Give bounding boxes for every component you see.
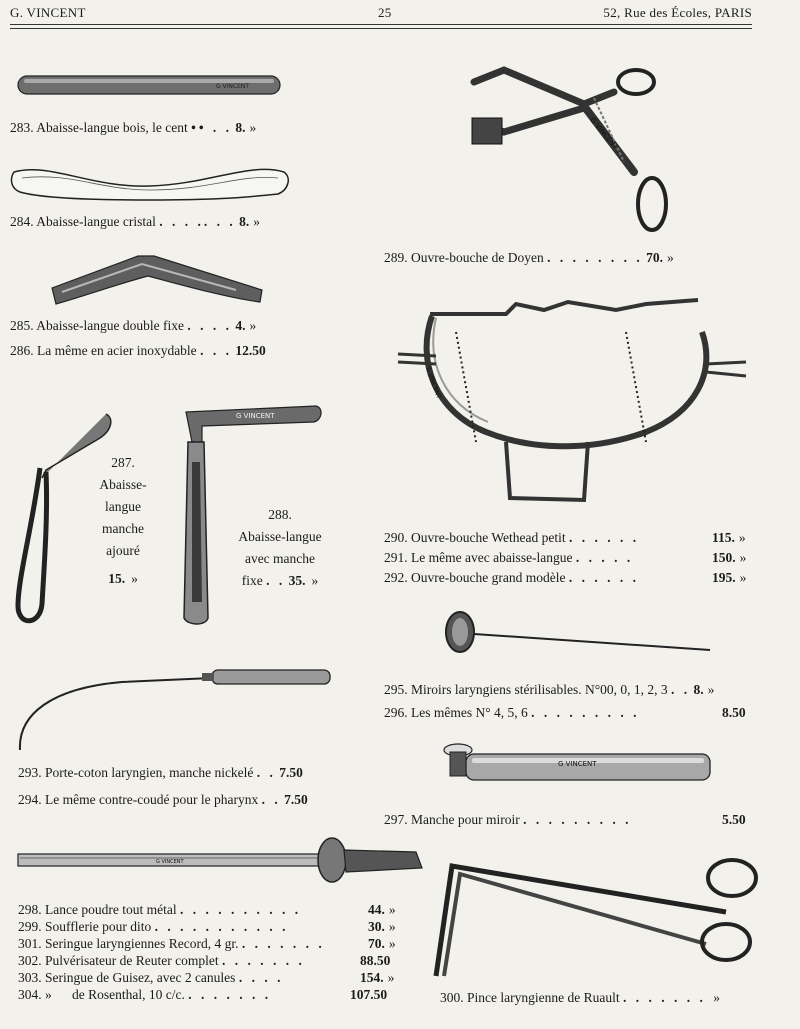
item-number: 283.: [10, 120, 34, 135]
item-description: Seringue de Guisez, avec 2 canules: [45, 970, 236, 985]
item-number: 292.: [384, 570, 408, 585]
laryngeal-forceps-illustration: [426, 852, 760, 980]
item-price: 44.: [368, 902, 385, 917]
item-description: Porte-coton laryngien, manche nickelé: [45, 765, 254, 780]
item-number: 291.: [384, 550, 408, 565]
item-297: [384, 812, 631, 828]
header-rule: [10, 24, 752, 29]
item-284: [10, 214, 260, 230]
item-leader: . . . . . . . . .: [531, 705, 640, 720]
engraving-brand-290: G VINCENT: [424, 366, 443, 400]
item-290: [384, 530, 639, 546]
item-leader: . . . . .: [575, 550, 634, 565]
tongue-depressor-wood-illustration: [16, 70, 284, 100]
header-left: G. VINCENT: [10, 5, 86, 20]
item-description-line: ajouré: [106, 543, 140, 558]
item-description-line: avec manche: [244, 551, 316, 566]
item-description: Lance poudre tout métal: [45, 902, 177, 917]
item-price: 150.: [712, 550, 736, 565]
item-price: 195.: [712, 570, 736, 585]
item-leader: . . . . . . .: [188, 987, 272, 1002]
item-price: 15.: [108, 571, 126, 586]
item-unit: »: [707, 682, 715, 697]
item-299-price: [368, 919, 396, 935]
item-299: [18, 919, 288, 935]
item-number: 294.: [18, 792, 42, 807]
item-number: 299.: [18, 919, 42, 934]
tongue-depressor-double-illustration: [48, 248, 268, 308]
item-301-price: [368, 936, 396, 952]
item-300: [440, 990, 720, 1006]
item-price: 8.: [235, 120, 246, 135]
item-296-price: [722, 705, 746, 721]
item-leader: . . . . . . .: [221, 953, 305, 968]
item-price: 154.: [360, 970, 384, 985]
item-price: 8.: [693, 682, 704, 697]
item-price: 8.: [239, 214, 250, 229]
item-unit: »: [388, 936, 396, 951]
header-right: 52, Rue des Écoles, PARIS: [603, 5, 752, 20]
item-leader: . . . . . . . . . .: [179, 902, 302, 917]
item-price: 88.50: [360, 953, 391, 968]
item-298: [18, 902, 301, 918]
item-number: 298.: [18, 902, 42, 917]
item-price: 7.50: [279, 765, 303, 780]
item-leader: . .: [266, 573, 286, 588]
mirror-handle-illustration: [438, 734, 714, 792]
item-price: 5.50: [722, 812, 746, 827]
item-leader: . . . . . . .: [241, 936, 325, 951]
item-number: 304.: [18, 987, 42, 1002]
item-289: [384, 250, 674, 266]
item-leader: . . . . . .: [568, 530, 640, 545]
item-number: 296.: [384, 705, 408, 720]
item-number: 285.: [10, 318, 34, 333]
item-number: 287.: [111, 455, 135, 470]
engraving-brand-289: G VINCENT: [588, 116, 620, 151]
item-291-price: [712, 550, 746, 566]
item-unit: »: [738, 530, 746, 545]
item-price: 115.: [712, 530, 735, 545]
item-unit: »: [249, 318, 257, 333]
item-description: Pince laryngienne de Ruault: [467, 990, 620, 1005]
item-288: [230, 504, 330, 592]
item-description: Seringue laryngiennes Record, 4 gr.: [45, 936, 239, 951]
engraving-brand-283: G VINCENT: [216, 83, 250, 90]
item-302-price: [360, 953, 390, 969]
item-number: 301.: [18, 936, 42, 951]
engraving-brand-288: G VINCENT: [236, 412, 275, 420]
item-leader: . .: [671, 682, 691, 697]
item-leader: . . . .. . .: [159, 214, 236, 229]
item-296: [384, 705, 640, 721]
item-unit: »: [131, 571, 138, 586]
item-price: 30.: [368, 919, 385, 934]
laryngeal-mirror-illustration: [444, 608, 714, 658]
engraving-brand-298: G VINCENT: [156, 859, 184, 865]
item-leader: . . . .: [187, 318, 232, 333]
mouth-gag-doyen-illustration: [464, 62, 674, 232]
item-leader: . . .: [200, 343, 232, 358]
item-295: [384, 682, 714, 698]
item-unit: »: [739, 570, 747, 585]
tongue-depressor-glass-illustration: [10, 158, 290, 204]
item-price: 4.: [235, 318, 246, 333]
item-description: Abaisse-langue cristal: [36, 214, 156, 229]
item-304: [18, 987, 271, 1003]
item-price: 70.: [368, 936, 385, 951]
item-leader: •• . .: [191, 120, 233, 135]
item-unit: »: [388, 902, 396, 917]
item-description-line: fixe: [241, 573, 263, 588]
item-unit: »: [739, 550, 747, 565]
item-287: [90, 452, 156, 590]
item-price: 8.50: [722, 705, 746, 720]
item-number: 289.: [384, 250, 408, 265]
cotton-applicator-illustration: [12, 664, 334, 754]
item-298-price: [368, 902, 396, 918]
powder-lance-illustration: [16, 832, 426, 892]
item-unit: »: [666, 250, 674, 265]
item-leader: . . . . . .: [568, 570, 639, 585]
item-description-line: manche: [102, 521, 144, 536]
item-description: Abaisse-langue double fixe: [36, 318, 184, 333]
mouth-gag-wethead-illustration: [396, 292, 748, 522]
item-unit: »: [713, 990, 720, 1005]
item-description: Ouvre-bouche Wethead petit: [411, 530, 566, 545]
item-description: La même en acier inoxydable: [37, 343, 197, 358]
item-leader: . .: [256, 765, 276, 780]
item-number: 303.: [18, 970, 42, 985]
item-description-line: Abaisse-langue: [238, 529, 322, 544]
item-number: 300.: [440, 990, 464, 1005]
item-description: Soufflerie pour dito: [45, 919, 152, 934]
item-unit: »: [388, 919, 396, 934]
item-303-price: [360, 970, 394, 986]
item-leader: . . . . . . .: [622, 990, 706, 1005]
page-number: 25: [378, 5, 392, 20]
item-leader: . . . . . . . . .: [523, 812, 632, 827]
item-303: [18, 970, 283, 986]
item-leader: . . . . . . . .: [547, 250, 643, 265]
item-description: Miroirs laryngiens stérilisables. N°00, 0, 1, 2, 3: [411, 682, 668, 697]
item-292: [384, 570, 639, 586]
item-unit: »: [387, 970, 395, 985]
item-286: [10, 343, 266, 359]
item-297-price: [722, 812, 746, 828]
item-294: [18, 792, 308, 808]
item-number: 288.: [268, 507, 292, 522]
item-description-line: langue: [105, 499, 141, 514]
item-number: 290.: [384, 530, 408, 545]
item-283: [10, 120, 256, 136]
item-leader: . . . .: [238, 970, 284, 985]
item-price: 35.: [288, 573, 306, 588]
item-number: 284.: [10, 214, 34, 229]
item-304-price: [350, 987, 387, 1003]
item-number: 293.: [18, 765, 42, 780]
item-number: 295.: [384, 682, 408, 697]
item-price: 107.50: [350, 987, 388, 1002]
item-description: Le même contre-coudé pour le pharynx: [45, 792, 259, 807]
item-description: Le même avec abaisse-langue: [411, 550, 573, 565]
item-description: Ouvre-bouche de Doyen: [411, 250, 544, 265]
item-291: [384, 550, 633, 566]
item-unit: »: [253, 214, 260, 229]
item-293: [18, 765, 303, 781]
item-number: 297.: [384, 812, 408, 827]
engraving-brand-297: G VINCENT: [558, 760, 597, 768]
item-301: [18, 936, 325, 952]
item-description: Pulvérisateur de Reuter complet: [45, 953, 219, 968]
item-description: » de Rosenthal, 10 c/c.: [45, 987, 185, 1002]
item-description: Ouvre-bouche grand modèle: [411, 570, 566, 585]
item-description: Manche pour miroir: [411, 812, 520, 827]
item-price: 70.: [646, 250, 663, 265]
item-leader: . . . . . . . . . . .: [154, 919, 289, 934]
item-285: [10, 318, 256, 334]
item-price: 7.50: [284, 792, 308, 807]
item-unit: »: [311, 573, 319, 588]
item-description-line: Abaisse-: [99, 477, 147, 492]
item-number: 286.: [10, 343, 34, 358]
item-price: 12.50: [235, 343, 266, 358]
item-description: Les mêmes N° 4, 5, 6: [411, 705, 528, 720]
item-number: 302.: [18, 953, 42, 968]
item-description: Abaisse-langue bois, le cent: [36, 120, 188, 135]
item-unit: »: [249, 120, 257, 135]
item-leader: . .: [261, 792, 281, 807]
item-302: [18, 953, 305, 969]
item-290-price: [712, 530, 746, 546]
item-292-price: [712, 570, 746, 586]
